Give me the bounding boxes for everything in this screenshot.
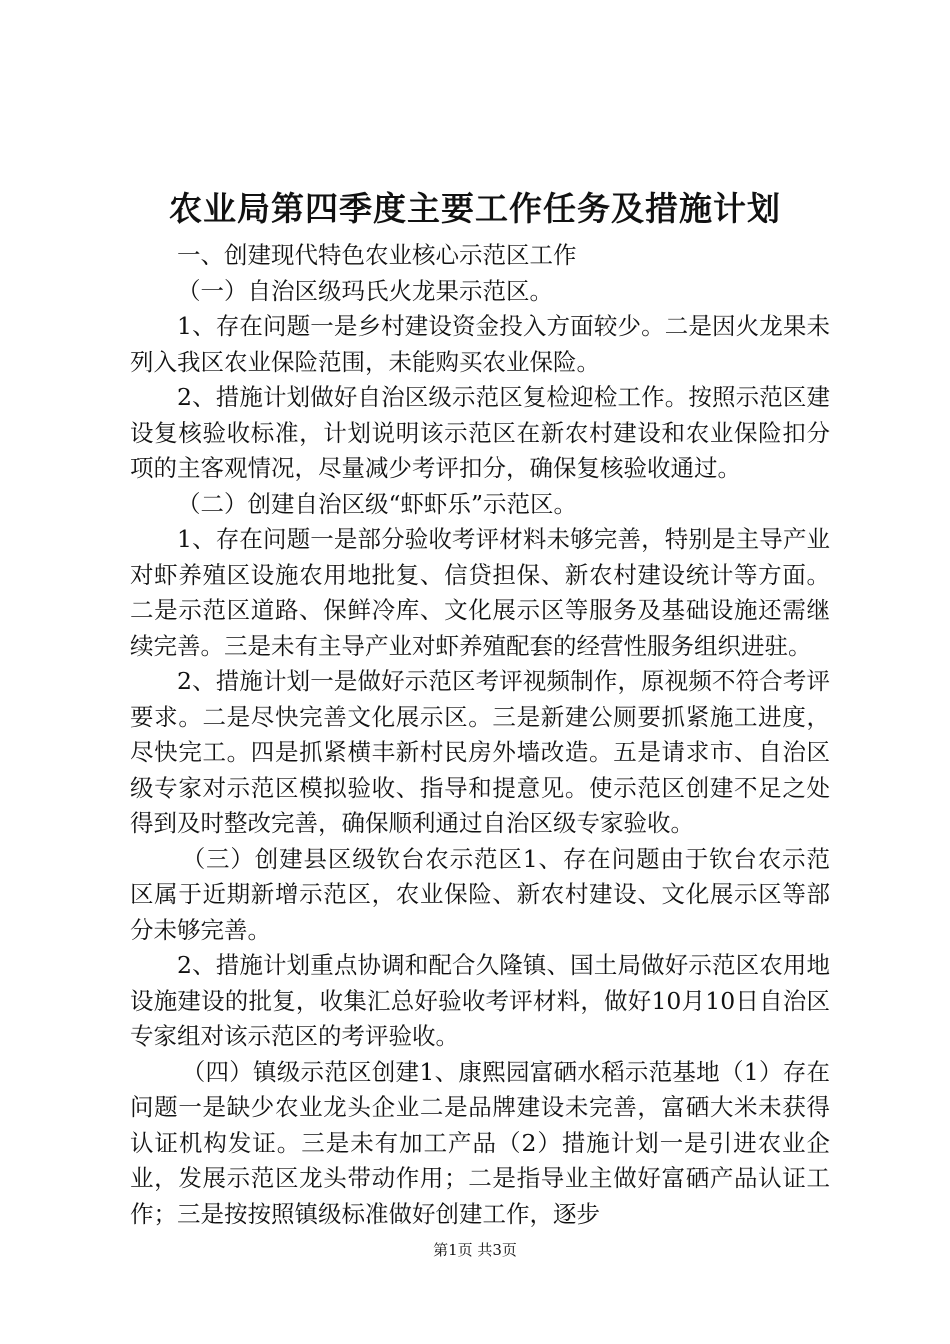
subsection-paragraph: （三）创建县区级钦台农示范区1、存在问题由于钦台农示范区属于近期新增示范区，农业保险、新农村建设、文化展示区等部分未够完善。 — [130, 844, 830, 944]
body-paragraph: 2、措施计划一是做好示范区考评视频制作，原视频不符合考评要求。二是尽快完善文化展示区。三是新建公厕要抓紧施工进度，尽快完工。四是抓紧横丰新村民房外墙改造。五是请求市、自治区级专家对示范区模拟验收、指导和提意见。使示范区创建不足之处得到及时整改完善，确保顺利通过自治区级专家验收。 — [130, 667, 830, 837]
body-paragraph: 2、措施计划做好自治区级示范区复检迎检工作。按照示范区建设复核验收标准，计划说明该示范区在新农村建设和农业保险扣分项的主客观情况，尽量减少考评扣分，确保复核验收通过。 — [130, 383, 830, 482]
page-number: 第1页 共3页 — [433, 1241, 517, 1259]
subsection-heading: （二）创建自治区级“虾虾乐”示范区。 — [177, 489, 578, 518]
body-paragraph: 1、存在问题一是部分验收考评材料未够完善，特别是主导产业对虾养殖区设施农用地批复、信贷担保、新农村建设统计等方面。二是示范区道路、保鲜冷库、文化展示区等服务及基础设施还需继续完善。三是未有主导产业对虾养殖配套的经营性服务组织进驻。 — [130, 525, 830, 660]
section-heading: 一、创建现代特色农业核心示范区工作 — [177, 241, 577, 269]
document-body — [130, 238, 830, 1232]
subsection-paragraph: （四）镇级示范区创建1、康熙园富硒水稻示范基地（1）存在问题一是缺少农业龙头企业二是品牌建设未完善，富硒大米未获得认证机构发证。三是未有加工产品（2）措施计划一是引进农业企业，发展示范区龙头带动作用；二是指导业主做好富硒产品认证工作；三是按按照镇级标准做好创建工作，逐步 — [130, 1057, 830, 1228]
document-title: 农业局第四季度主要工作任务及措施计划 — [169, 189, 781, 228]
body-paragraph: 1、存在问题一是乡村建设资金投入方面较少。二是因火龙果未列入我区农业保险范围，未能购买农业保险。 — [130, 312, 830, 376]
body-paragraph: 2、措施计划重点协调和配合久隆镇、国土局做好示范区农用地设施建设的批复，收集汇总好验收考评材料，做好10月10日自治区专家组对该示范区的考评验收。 — [130, 951, 830, 1050]
subsection-heading: （一）自治区级玛氏火龙果示范区。 — [177, 276, 553, 305]
